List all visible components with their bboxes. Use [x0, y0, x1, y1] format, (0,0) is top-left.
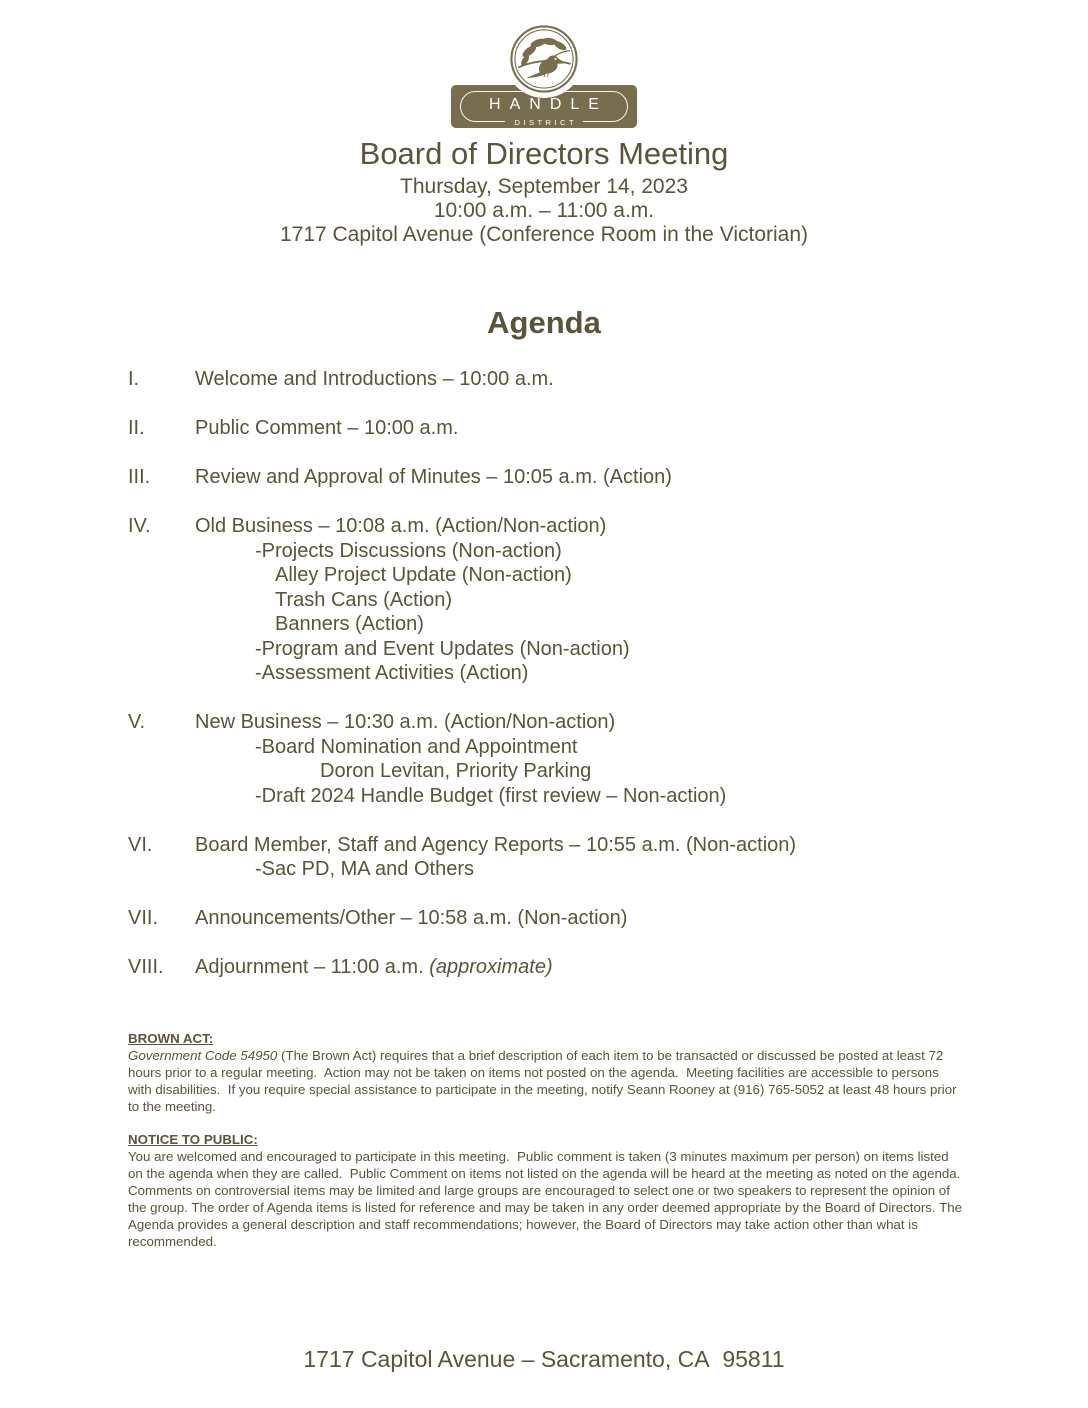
agenda-item [128, 906, 962, 931]
agenda-item-numeral: III. [128, 466, 151, 488]
agenda-item-numeral: IV. [128, 515, 151, 537]
agenda-subitem: Banners (Action) [275, 613, 424, 635]
agenda-item-body [195, 514, 962, 686]
notice-italic-lead: Government Code 54950 [128, 1047, 278, 1063]
agenda-item-text: Announcements/Other – 10:58 a.m. (Non-action) [195, 907, 628, 929]
agenda-item-body [195, 367, 962, 392]
meeting-date: Thursday, September 14, 2023 [400, 175, 688, 198]
notice-heading: BROWN ACT: [128, 1030, 214, 1046]
agenda-heading: Agenda [487, 305, 601, 340]
agenda-item-numeral: VI. [128, 833, 153, 856]
agenda-subitem: -Board Nomination and Appointment [255, 735, 578, 758]
notice-text: (The Brown Act) requires that a brief description of each item to be transacted or discussed be posted at least 72 hours prior to a regular meeting. Action may not be taken on items not posted on the agenda. Meeting facilities are accessible to persons with disabilities. If you require special assistance to participate in the meeting, notify Seann Rooney at (916) 765-5052 at least 48 hours prior to the meeting. [128, 1047, 961, 1114]
agenda-subitem: Alley Project Update (Non-action) [275, 564, 572, 586]
agenda-item-numeral: I. [128, 368, 140, 390]
agenda-subitem: -Program and Event Updates (Non-action) [255, 637, 630, 660]
agenda-subitem: -Draft 2024 Handle Budget (first review – Non-action) [255, 784, 727, 807]
agenda-item-body [195, 906, 962, 931]
agenda-item-body [195, 710, 962, 808]
agenda-item-body [195, 833, 962, 882]
agenda-item-text: Review and Approval of Minutes – 10:05 a.m. (Action) [195, 466, 672, 488]
agenda-item-body [195, 416, 962, 441]
agenda-subitem: -Sac PD, MA and Others [255, 858, 474, 880]
agenda-subitem: -Assessment Activities (Action) [255, 662, 529, 684]
agenda-item-numeral: II. [128, 417, 145, 439]
agenda-list [128, 367, 962, 980]
meeting-location: 1717 Capitol Avenue (Conference Room in the Victorian) [279, 223, 809, 246]
document-header [0, 137, 1088, 247]
agenda-item-text: New Business – 10:30 a.m. (Action/Non-action) [195, 711, 616, 733]
agenda-item [128, 465, 962, 490]
agenda-subitem: Trash Cans (Action) [275, 588, 453, 611]
agenda-item [128, 833, 962, 882]
agenda-item-body [195, 955, 962, 980]
logo-name: HANDLE [489, 95, 608, 113]
notices-section [128, 1030, 965, 1250]
agenda-item-numeral: VIII. [128, 956, 164, 978]
agenda-item-text: Adjournment – 11:00 a.m. (approximate) [195, 956, 553, 978]
agenda-item [128, 514, 962, 686]
agenda-item-body [195, 465, 962, 490]
notice-body [128, 1148, 965, 1250]
agenda-subitem: Doron Levitan, Priority Parking [320, 760, 592, 782]
handle-district-logo [0, 0, 1088, 128]
notice-heading: NOTICE TO PUBLIC: [128, 1131, 258, 1147]
page-title: Board of Directors Meeting [359, 136, 729, 171]
agenda-item-italic-note: (approximate) [429, 956, 553, 978]
agenda-item [128, 710, 962, 808]
agenda-item-numeral: VII. [128, 907, 159, 929]
agenda-item [128, 367, 962, 392]
agenda-item-text: Board Member, Staff and Agency Reports – 10:55 a.m. (Non-action) [195, 833, 797, 856]
agenda-item-numeral: V. [128, 711, 146, 733]
notice-text: You are welcomed and encouraged to participate in this meeting. Public comment is taken (3 minutes maximum per person) on items listed on the agenda when they are called. Public Comment on items not listed on the agenda will be heard at the meeting as noted on the agenda. Comments on controversial items may be limited and large groups are encouraged to select one or two speakers to represent the opinion of the group. The order of Agenda items is listed for reference and may be taken in any order deemed appropriate by the Board of Directors. The Agenda provides a general description and staff recommendations; however, the Board of Directors may take action other than what is recommended. [128, 1148, 965, 1249]
agenda-item-text: Public Comment – 10:00 a.m. [195, 417, 459, 439]
notice-block [128, 1030, 962, 1115]
logo-subname: DISTRICT [505, 118, 583, 127]
notice-body [128, 1047, 962, 1115]
agenda-subitem: -Projects Discussions (Non-action) [255, 539, 562, 562]
bird-on-branch-icon [509, 24, 579, 94]
agenda-item [128, 416, 962, 441]
meeting-time: 10:00 a.m. – 11:00 a.m. [433, 199, 655, 222]
agenda-item [128, 955, 962, 980]
agenda-item-text: Old Business – 10:08 a.m. (Action/Non-action) [195, 515, 607, 537]
agenda-item-text: Welcome and Introductions – 10:00 a.m. [195, 368, 554, 390]
notice-block [128, 1131, 965, 1250]
footer-address: 1717 Capitol Avenue – Sacramento, CA 95811 [303, 1346, 785, 1372]
